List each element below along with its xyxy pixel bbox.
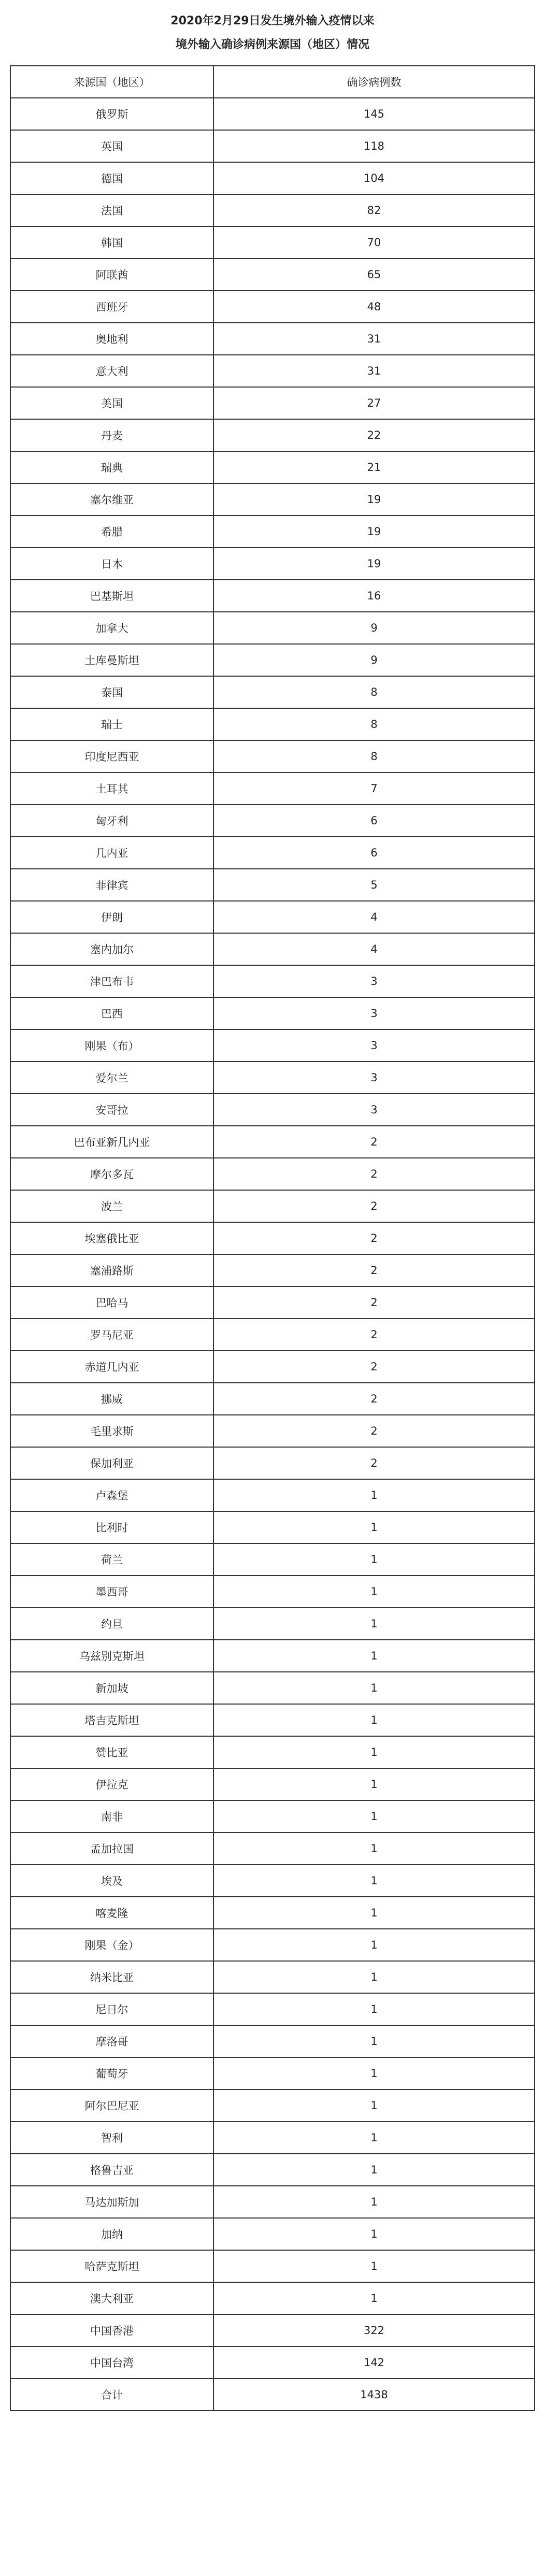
cell-count: 1 [213, 1576, 535, 1608]
cell-count: 2 [213, 1254, 535, 1286]
cell-origin: 智利 [10, 2122, 213, 2154]
cell-origin: 韩国 [10, 226, 213, 259]
cell-count: 82 [213, 194, 535, 226]
table-row [10, 1543, 535, 1576]
cell-count: 1 [213, 2218, 535, 2250]
table-row [10, 194, 535, 226]
table-row [10, 1222, 535, 1254]
cell-count: 19 [213, 516, 535, 548]
cell-count: 1 [213, 1736, 535, 1768]
table-row [10, 1608, 535, 1640]
cell-origin: 加拿大 [10, 612, 213, 644]
table-row [10, 997, 535, 1029]
cell-count: 1 [213, 2025, 535, 2057]
cell-count: 6 [213, 837, 535, 869]
cell-origin: 塞内加尔 [10, 933, 213, 965]
cell-origin: 瑞典 [10, 451, 213, 483]
table-row [10, 965, 535, 997]
table-row [10, 355, 535, 387]
cell-count: 2 [213, 1319, 535, 1351]
table-row [10, 1415, 535, 1447]
cell-origin: 保加利亚 [10, 1447, 213, 1479]
cell-count: 1 [213, 1800, 535, 1833]
cell-count: 65 [213, 259, 535, 291]
table-row [10, 387, 535, 419]
table-row [10, 612, 535, 644]
cell-origin: 罗马尼亚 [10, 1319, 213, 1351]
cell-count: 142 [213, 2346, 535, 2379]
cell-count: 21 [213, 451, 535, 483]
cell-origin: 赤道几内亚 [10, 1351, 213, 1383]
cell-origin: 俄罗斯 [10, 98, 213, 130]
cell-count: 1 [213, 1897, 535, 1929]
table-row [10, 2186, 535, 2218]
cell-count: 1 [213, 1993, 535, 2025]
table-row [10, 2218, 535, 2250]
cell-origin: 巴布亚新几内亚 [10, 1126, 213, 1158]
cell-count: 1 [213, 1768, 535, 1800]
table-row [10, 708, 535, 740]
table-row [10, 1576, 535, 1608]
cell-origin: 荷兰 [10, 1543, 213, 1576]
table-row [10, 130, 535, 162]
cell-count: 4 [213, 901, 535, 933]
cell-count: 27 [213, 387, 535, 419]
table-row [10, 1704, 535, 1736]
page-title: 2020年2月29日发生境外输入疫情以来 [170, 15, 375, 27]
cell-origin: 伊朗 [10, 901, 213, 933]
cell-count: 7 [213, 772, 535, 805]
cell-origin: 菲律宾 [10, 869, 213, 901]
cell-origin: 毛里求斯 [10, 1415, 213, 1447]
table-row [10, 580, 535, 612]
table-row [10, 2250, 535, 2282]
cell-origin: 约旦 [10, 1608, 213, 1640]
table-row [10, 1929, 535, 1961]
cell-count: 22 [213, 419, 535, 451]
cell-count: 2 [213, 1415, 535, 1447]
cell-origin: 埃塞俄比亚 [10, 1222, 213, 1254]
cell-count: 1 [213, 2122, 535, 2154]
table-row [10, 483, 535, 516]
cell-origin: 刚果（金） [10, 1929, 213, 1961]
cell-count: 3 [213, 965, 535, 997]
table-row [10, 1029, 535, 1062]
cell-count: 1 [213, 2186, 535, 2218]
cell-count: 2 [213, 1190, 535, 1222]
cell-count: 6 [213, 805, 535, 837]
cell-origin: 南非 [10, 1800, 213, 1833]
cell-origin: 埃及 [10, 1865, 213, 1897]
cell-origin: 法国 [10, 194, 213, 226]
cell-origin: 刚果（布） [10, 1029, 213, 1062]
cell-origin: 安哥拉 [10, 1094, 213, 1126]
cell-origin: 乌兹别克斯坦 [10, 1640, 213, 1672]
table-row [10, 226, 535, 259]
cell-count: 1 [213, 1640, 535, 1672]
cell-origin: 意大利 [10, 355, 213, 387]
cell-count: 1 [213, 1961, 535, 1993]
cell-count: 9 [213, 612, 535, 644]
cell-origin: 墨西哥 [10, 1576, 213, 1608]
cell-count: 1 [213, 1672, 535, 1704]
table-row [10, 291, 535, 323]
table-row [10, 1383, 535, 1415]
table-row [10, 2282, 535, 2314]
cell-origin: 几内亚 [10, 837, 213, 869]
table-row [10, 2025, 535, 2057]
table-row [10, 2122, 535, 2154]
cell-count: 8 [213, 708, 535, 740]
table-row [10, 2346, 535, 2379]
cell-origin: 比利时 [10, 1511, 213, 1543]
table-row [10, 2057, 535, 2090]
table-row [10, 1351, 535, 1383]
table-row [10, 419, 535, 451]
cell-origin: 喀麦隆 [10, 1897, 213, 1929]
cell-origin: 哈萨克斯坦 [10, 2250, 213, 2282]
table-row [10, 644, 535, 676]
cell-count: 1 [213, 2057, 535, 2090]
table-row [10, 1447, 535, 1479]
cell-origin: 美国 [10, 387, 213, 419]
cell-count: 2 [213, 1222, 535, 1254]
cell-origin: 匈牙利 [10, 805, 213, 837]
cell-count: 1 [213, 1929, 535, 1961]
cell-origin: 孟加拉国 [10, 1833, 213, 1865]
cell-count: 1 [213, 2154, 535, 2186]
cell-count: 3 [213, 1062, 535, 1094]
cell-origin: 丹麦 [10, 419, 213, 451]
cell-count: 1 [213, 1704, 535, 1736]
table-row [10, 548, 535, 580]
table-row [10, 901, 535, 933]
table-row [10, 1094, 535, 1126]
table-row [10, 1062, 535, 1094]
cell-origin: 卢森堡 [10, 1479, 213, 1511]
cell-origin: 中国台湾 [10, 2346, 213, 2379]
cell-count: 31 [213, 355, 535, 387]
table-row [10, 98, 535, 130]
cell-origin: 葡萄牙 [10, 2057, 213, 2090]
table-row [10, 516, 535, 548]
table-row [10, 451, 535, 483]
table-row [10, 1640, 535, 1672]
cell-count: 19 [213, 548, 535, 580]
table-row [10, 1286, 535, 1319]
cell-count: 1 [213, 1833, 535, 1865]
cell-origin: 塔吉克斯坦 [10, 1704, 213, 1736]
cell-origin: 巴基斯坦 [10, 580, 213, 612]
cell-origin: 土库曼斯坦 [10, 644, 213, 676]
cell-origin: 巴哈马 [10, 1286, 213, 1319]
cell-count: 2 [213, 1286, 535, 1319]
cell-origin: 德国 [10, 162, 213, 194]
cell-count: 3 [213, 1094, 535, 1126]
cell-origin: 泰国 [10, 676, 213, 708]
cell-origin: 塞浦路斯 [10, 1254, 213, 1286]
cell-origin: 巴西 [10, 997, 213, 1029]
cell-origin: 津巴布韦 [10, 965, 213, 997]
cell-count: 16 [213, 580, 535, 612]
cell-origin: 摩洛哥 [10, 2025, 213, 2057]
table-row [10, 259, 535, 291]
table-row [10, 1158, 535, 1190]
cell-origin: 伊拉克 [10, 1768, 213, 1800]
table-row [10, 1768, 535, 1800]
table-row [10, 1865, 535, 1897]
cell-count: 8 [213, 740, 535, 772]
table-row [10, 1190, 535, 1222]
cell-count: 2 [213, 1126, 535, 1158]
cell-count: 1 [213, 1511, 535, 1543]
cell-origin: 中国香港 [10, 2314, 213, 2346]
table-body [10, 98, 535, 2411]
cell-count: 9 [213, 644, 535, 676]
table-row [10, 1511, 535, 1543]
table-row [10, 805, 535, 837]
cell-origin: 摩尔多瓦 [10, 1158, 213, 1190]
cell-origin: 赞比亚 [10, 1736, 213, 1768]
table-row [10, 837, 535, 869]
cell-origin: 土耳其 [10, 772, 213, 805]
cell-origin: 马达加斯加 [10, 2186, 213, 2218]
table-total-row [10, 2379, 535, 2411]
cell-origin: 格鲁吉亚 [10, 2154, 213, 2186]
table-row [10, 2154, 535, 2186]
cell-count: 1438 [213, 2379, 535, 2411]
cell-origin: 新加坡 [10, 1672, 213, 1704]
cases-table [10, 65, 535, 2411]
table-row [10, 740, 535, 772]
cell-origin: 波兰 [10, 1190, 213, 1222]
cell-count: 1 [213, 1865, 535, 1897]
cell-count: 1 [213, 2282, 535, 2314]
column-header-count: 确诊病例数 [213, 66, 535, 98]
cell-count: 2 [213, 1158, 535, 1190]
cell-origin: 瑞士 [10, 708, 213, 740]
cell-origin: 爱尔兰 [10, 1062, 213, 1094]
table-row [10, 2090, 535, 2122]
cell-origin: 阿联酋 [10, 259, 213, 291]
cell-count: 1 [213, 1479, 535, 1511]
cell-origin: 加纳 [10, 2218, 213, 2250]
table-row [10, 1479, 535, 1511]
table-row [10, 1126, 535, 1158]
table-row [10, 1897, 535, 1929]
table-row [10, 933, 535, 965]
table-row [10, 1800, 535, 1833]
cell-origin: 西班牙 [10, 291, 213, 323]
cell-count: 322 [213, 2314, 535, 2346]
cell-count: 8 [213, 676, 535, 708]
table-header-row [10, 66, 535, 98]
table-row [10, 1993, 535, 2025]
cell-count: 1 [213, 1608, 535, 1640]
table-row [10, 1961, 535, 1993]
cell-origin: 英国 [10, 130, 213, 162]
cell-count: 5 [213, 869, 535, 901]
cell-origin: 印度尼西亚 [10, 740, 213, 772]
column-header-origin: 来源国（地区） [10, 66, 213, 98]
cell-count: 1 [213, 1543, 535, 1576]
cell-count: 4 [213, 933, 535, 965]
cell-count: 1 [213, 2090, 535, 2122]
cell-count: 3 [213, 1029, 535, 1062]
table-row [10, 1833, 535, 1865]
cell-origin: 日本 [10, 548, 213, 580]
cell-count: 118 [213, 130, 535, 162]
table-row [10, 869, 535, 901]
cell-count: 2 [213, 1351, 535, 1383]
cell-origin: 合计 [10, 2379, 213, 2411]
cell-count: 2 [213, 1383, 535, 1415]
cell-count: 2 [213, 1447, 535, 1479]
table-row [10, 2314, 535, 2346]
cell-count: 145 [213, 98, 535, 130]
table-row [10, 1319, 535, 1351]
table-row [10, 1254, 535, 1286]
table-row [10, 1736, 535, 1768]
cell-count: 70 [213, 226, 535, 259]
cell-origin: 希腊 [10, 516, 213, 548]
cell-count: 48 [213, 291, 535, 323]
cell-origin: 奥地利 [10, 323, 213, 355]
table-row [10, 676, 535, 708]
cell-count: 3 [213, 997, 535, 1029]
cell-origin: 塞尔维亚 [10, 483, 213, 516]
cell-origin: 阿尔巴尼亚 [10, 2090, 213, 2122]
page-subtitle: 境外输入确诊病例来源国（地区）情况 [175, 38, 369, 51]
cell-count: 104 [213, 162, 535, 194]
cell-count: 19 [213, 483, 535, 516]
table-row [10, 1672, 535, 1704]
table-row [10, 162, 535, 194]
cell-origin: 澳大利亚 [10, 2282, 213, 2314]
cell-count: 31 [213, 323, 535, 355]
cell-count: 1 [213, 2250, 535, 2282]
cell-origin: 尼日尔 [10, 1993, 213, 2025]
cell-origin: 纳米比亚 [10, 1961, 213, 1993]
cell-origin: 挪威 [10, 1383, 213, 1415]
table-row [10, 772, 535, 805]
table-row [10, 323, 535, 355]
